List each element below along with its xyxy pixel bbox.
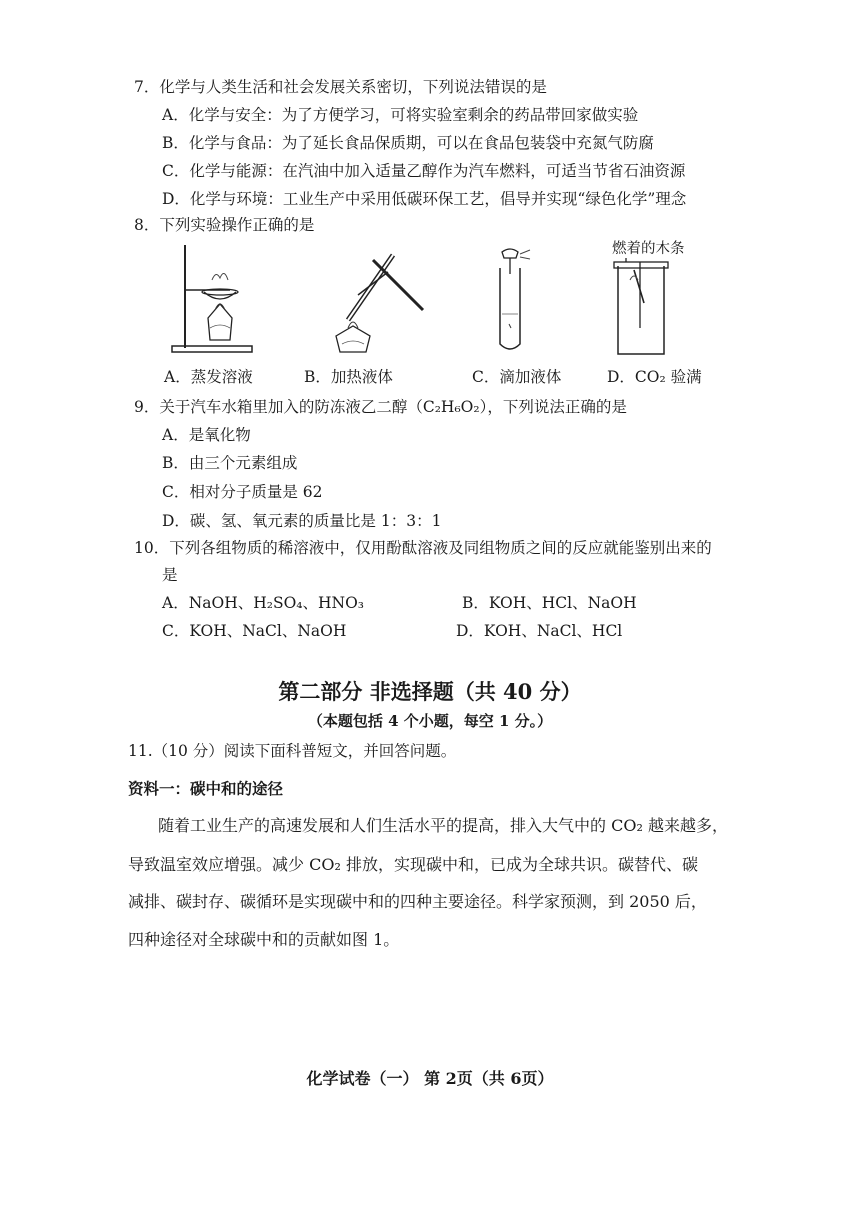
q11-paragraph-line-4: 四种途径对全球碳中和的贡献如图 1。 <box>128 930 400 949</box>
figure-co2-test <box>606 258 676 358</box>
q8-caption-a: A．蒸发溶液 <box>164 368 253 386</box>
q7-option-c: C．化学与能源：在汽油中加入适量乙醇作为汽车燃料，可适当节省石油资源 <box>162 162 686 180</box>
q8-caption-d: D．CO₂ 验满 <box>607 368 702 386</box>
q9-option-d: D．碳、氢、氧元素的质量比是 1：3：1 <box>162 512 442 530</box>
q11-stem: 11.（10 分）阅读下面科普短文，并回答问题。 <box>128 742 457 760</box>
q9-stem: 9．关于汽车水箱里加入的防冻液乙二醇（C₂H₆O₂），下列说法正确的是 <box>134 398 627 416</box>
q7-option-d: D．化学与环境：工业生产中采用低碳环保工艺，倡导并实现“绿色化学”理念 <box>162 190 687 208</box>
q11-paragraph-line-2: 导致温室效应增强。减少 CO₂ 排放，实现碳中和，已成为全球共识。碳替代、碳 <box>128 855 698 874</box>
figure-dropping-liquid <box>482 244 542 356</box>
q10-option-c: C．KOH、NaCl、NaOH <box>162 622 347 640</box>
q7-stem: 7．化学与人类生活和社会发展关系密切，下列说法错误的是 <box>134 78 547 96</box>
q11-paragraph-line-3: 减排、碳封存、碳循环是实现碳中和的四种主要途径。科学家预测，到 2050 后， <box>128 892 707 911</box>
q8-caption-c: C．滴加液体 <box>472 368 562 386</box>
part2-subtitle: （本题包括 4 个小题，每空 1 分。） <box>307 712 553 730</box>
q10-stem-line2: 是 <box>162 566 178 584</box>
q10-stem-line1: 10．下列各组物质的稀溶液中，仅用酚酞溶液及同组物质之间的反应就能鉴别出来的 <box>134 539 712 557</box>
q8-caption-b: B．加热液体 <box>304 368 393 386</box>
q8-stem: 8．下列实验操作正确的是 <box>134 216 315 234</box>
q9-option-c: C．相对分子质量是 62 <box>162 483 323 501</box>
q9-option-a: A．是氧化物 <box>162 426 251 444</box>
q9-option-b: B．由三个元素组成 <box>162 454 298 472</box>
figure-heating-liquid <box>318 240 438 360</box>
q7-option-a: A．化学与安全：为了方便学习，可将实验室剩余的药品带回家做实验 <box>162 106 639 124</box>
q8-figure-label: 燃着的木条 <box>612 241 685 257</box>
q11-paragraph-line-1: 随着工业生产的高速发展和人们生活水平的提高，排入大气中的 CO₂ 越来越多， <box>158 816 728 835</box>
q7-option-b: B．化学与食品：为了延长食品保质期，可以在食品包装袋中充氮气防腐 <box>162 134 654 152</box>
q10-option-a: A．NaOH、H₂SO₄、HNO₃ <box>162 594 364 612</box>
q10-option-d: D．KOH、NaCl、HCl <box>456 622 623 640</box>
q10-option-b: B．KOH、HCl、NaOH <box>462 594 637 612</box>
figure-evaporation <box>160 240 270 360</box>
page-footer: 化学试卷（一） 第 2页（共 6页） <box>306 1069 554 1088</box>
q11-material-title: 资料一：碳中和的途径 <box>128 779 284 798</box>
part2-title: 第二部分 非选择题（共 40 分） <box>278 679 582 704</box>
